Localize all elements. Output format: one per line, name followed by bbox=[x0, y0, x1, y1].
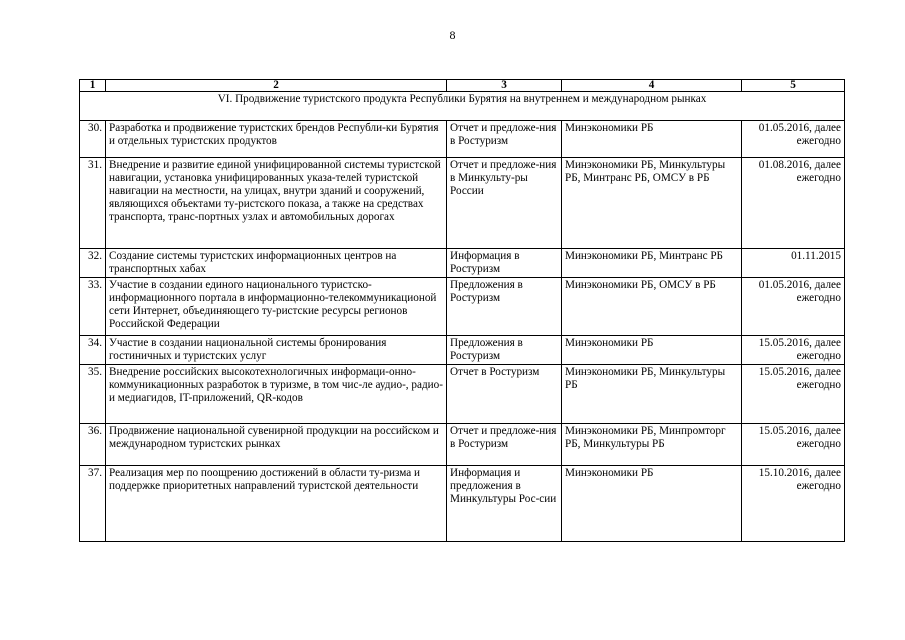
row-task: Разработка и продвижение туристских брендов Республи-ки Бурятия и отдельных туристских продуктов bbox=[106, 121, 447, 158]
page-number: 8 bbox=[449, 28, 456, 42]
table-row bbox=[80, 336, 845, 365]
row-number: 33. bbox=[80, 278, 106, 336]
row-task: Внедрение и развитие единой унифицированной системы туристской навигации, установка унифицированных указа-телей туристской навигации на местности, на улицах, внутри зданий и сооружений, являющихся объектами ту-ристского показа, а также на средствах транспорта, транс-портных узлах и автомобильных дорогах bbox=[106, 158, 447, 249]
row-task: Продвижение национальной сувенирной продукции на российском и международном туристских рынках bbox=[106, 424, 447, 466]
row-executor: Минэкономики РБ, ОМСУ в РБ bbox=[562, 278, 742, 336]
table-row bbox=[80, 365, 845, 424]
row-report: Отчет и предложе-ния в Ростуризм bbox=[447, 121, 562, 158]
header-col-3: 3 bbox=[447, 80, 562, 92]
row-deadline: 01.05.2016, далее ежегодно bbox=[742, 278, 845, 336]
row-executor: Минэкономики РБ bbox=[562, 336, 742, 365]
row-deadline: 15.10.2016, далее ежегодно bbox=[742, 466, 845, 542]
row-report: Предложения в Ростуризм bbox=[447, 336, 562, 365]
row-report: Отчет и предложе-ния в Ростуризм bbox=[447, 424, 562, 466]
row-deadline: 15.05.2016, далее ежегодно bbox=[742, 365, 845, 424]
row-number: 35. bbox=[80, 365, 106, 424]
row-report: Информация в Ростуризм bbox=[447, 249, 562, 278]
row-task: Участие в создании национальной системы бронирования гостиничных и туристских услуг bbox=[106, 336, 447, 365]
row-deadline: 15.05.2016, далее ежегодно bbox=[742, 424, 845, 466]
header-col-1: 1 bbox=[80, 80, 106, 92]
row-executor: Минэкономики РБ bbox=[562, 121, 742, 158]
header-col-4: 4 bbox=[562, 80, 742, 92]
row-report: Информация и предложения в Минкультуры Рос-сии bbox=[447, 466, 562, 542]
row-number: 36. bbox=[80, 424, 106, 466]
table-row bbox=[80, 158, 845, 249]
row-executor: Минэкономики РБ, Минкультуры РБ bbox=[562, 365, 742, 424]
row-deadline: 01.11.2015 bbox=[742, 249, 845, 278]
header-col-5: 5 bbox=[742, 80, 845, 92]
row-deadline: 01.08.2016, далее ежегодно bbox=[742, 158, 845, 249]
table-row bbox=[80, 424, 845, 466]
row-task: Внедрение российских высокотехнологичных информаци-онно-коммуникационных разработок в туризме, в том чис-ле аудио-, радио- и медиагидов, IT-приложений, QR-кодов bbox=[106, 365, 447, 424]
row-deadline: 15.05.2016, далее ежегодно bbox=[742, 336, 845, 365]
row-task: Участие в создании единого национального туристско-информационного портала в информационно-телекоммуникационой сети Интернет, объединяющего ту-ристские ресурсы регионов Российской Федерации bbox=[106, 278, 447, 336]
table-row bbox=[80, 278, 845, 336]
row-executor: Минэкономики РБ, Минкультуры РБ, Минтранс РБ, ОМСУ в РБ bbox=[562, 158, 742, 249]
table-row bbox=[80, 249, 845, 278]
section-row bbox=[80, 92, 845, 121]
row-report: Отчет в Ростуризм bbox=[447, 365, 562, 424]
row-report: Отчет и предложе-ния в Минкульту-ры России bbox=[447, 158, 562, 249]
header-col-2: 2 bbox=[106, 80, 447, 92]
row-executor: Минэкономики РБ, Минпромторг РБ, Минкультуры РБ bbox=[562, 424, 742, 466]
row-executor: Минэкономики РБ bbox=[562, 466, 742, 542]
row-number: 34. bbox=[80, 336, 106, 365]
row-number: 32. bbox=[80, 249, 106, 278]
table-row bbox=[80, 121, 845, 158]
row-number: 31. bbox=[80, 158, 106, 249]
measures-table bbox=[79, 79, 845, 542]
row-task: Реализация мер по поощрению достижений в области ту-ризма и поддержке приоритетных направлений туристской деятельности bbox=[106, 466, 447, 542]
row-task: Создание системы туристских информационных центров на транспортных хабах bbox=[106, 249, 447, 278]
row-number: 37. bbox=[80, 466, 106, 542]
row-report: Предложения в Ростуризм bbox=[447, 278, 562, 336]
header-row bbox=[80, 80, 845, 92]
row-number: 30. bbox=[80, 121, 106, 158]
row-executor: Минэкономики РБ, Минтранс РБ bbox=[562, 249, 742, 278]
section-title: VI. Продвижение туристского продукта Республики Бурятия на внутреннем и международном рынках bbox=[80, 92, 845, 121]
table-row bbox=[80, 466, 845, 542]
row-deadline: 01.05.2016, далее ежегодно bbox=[742, 121, 845, 158]
